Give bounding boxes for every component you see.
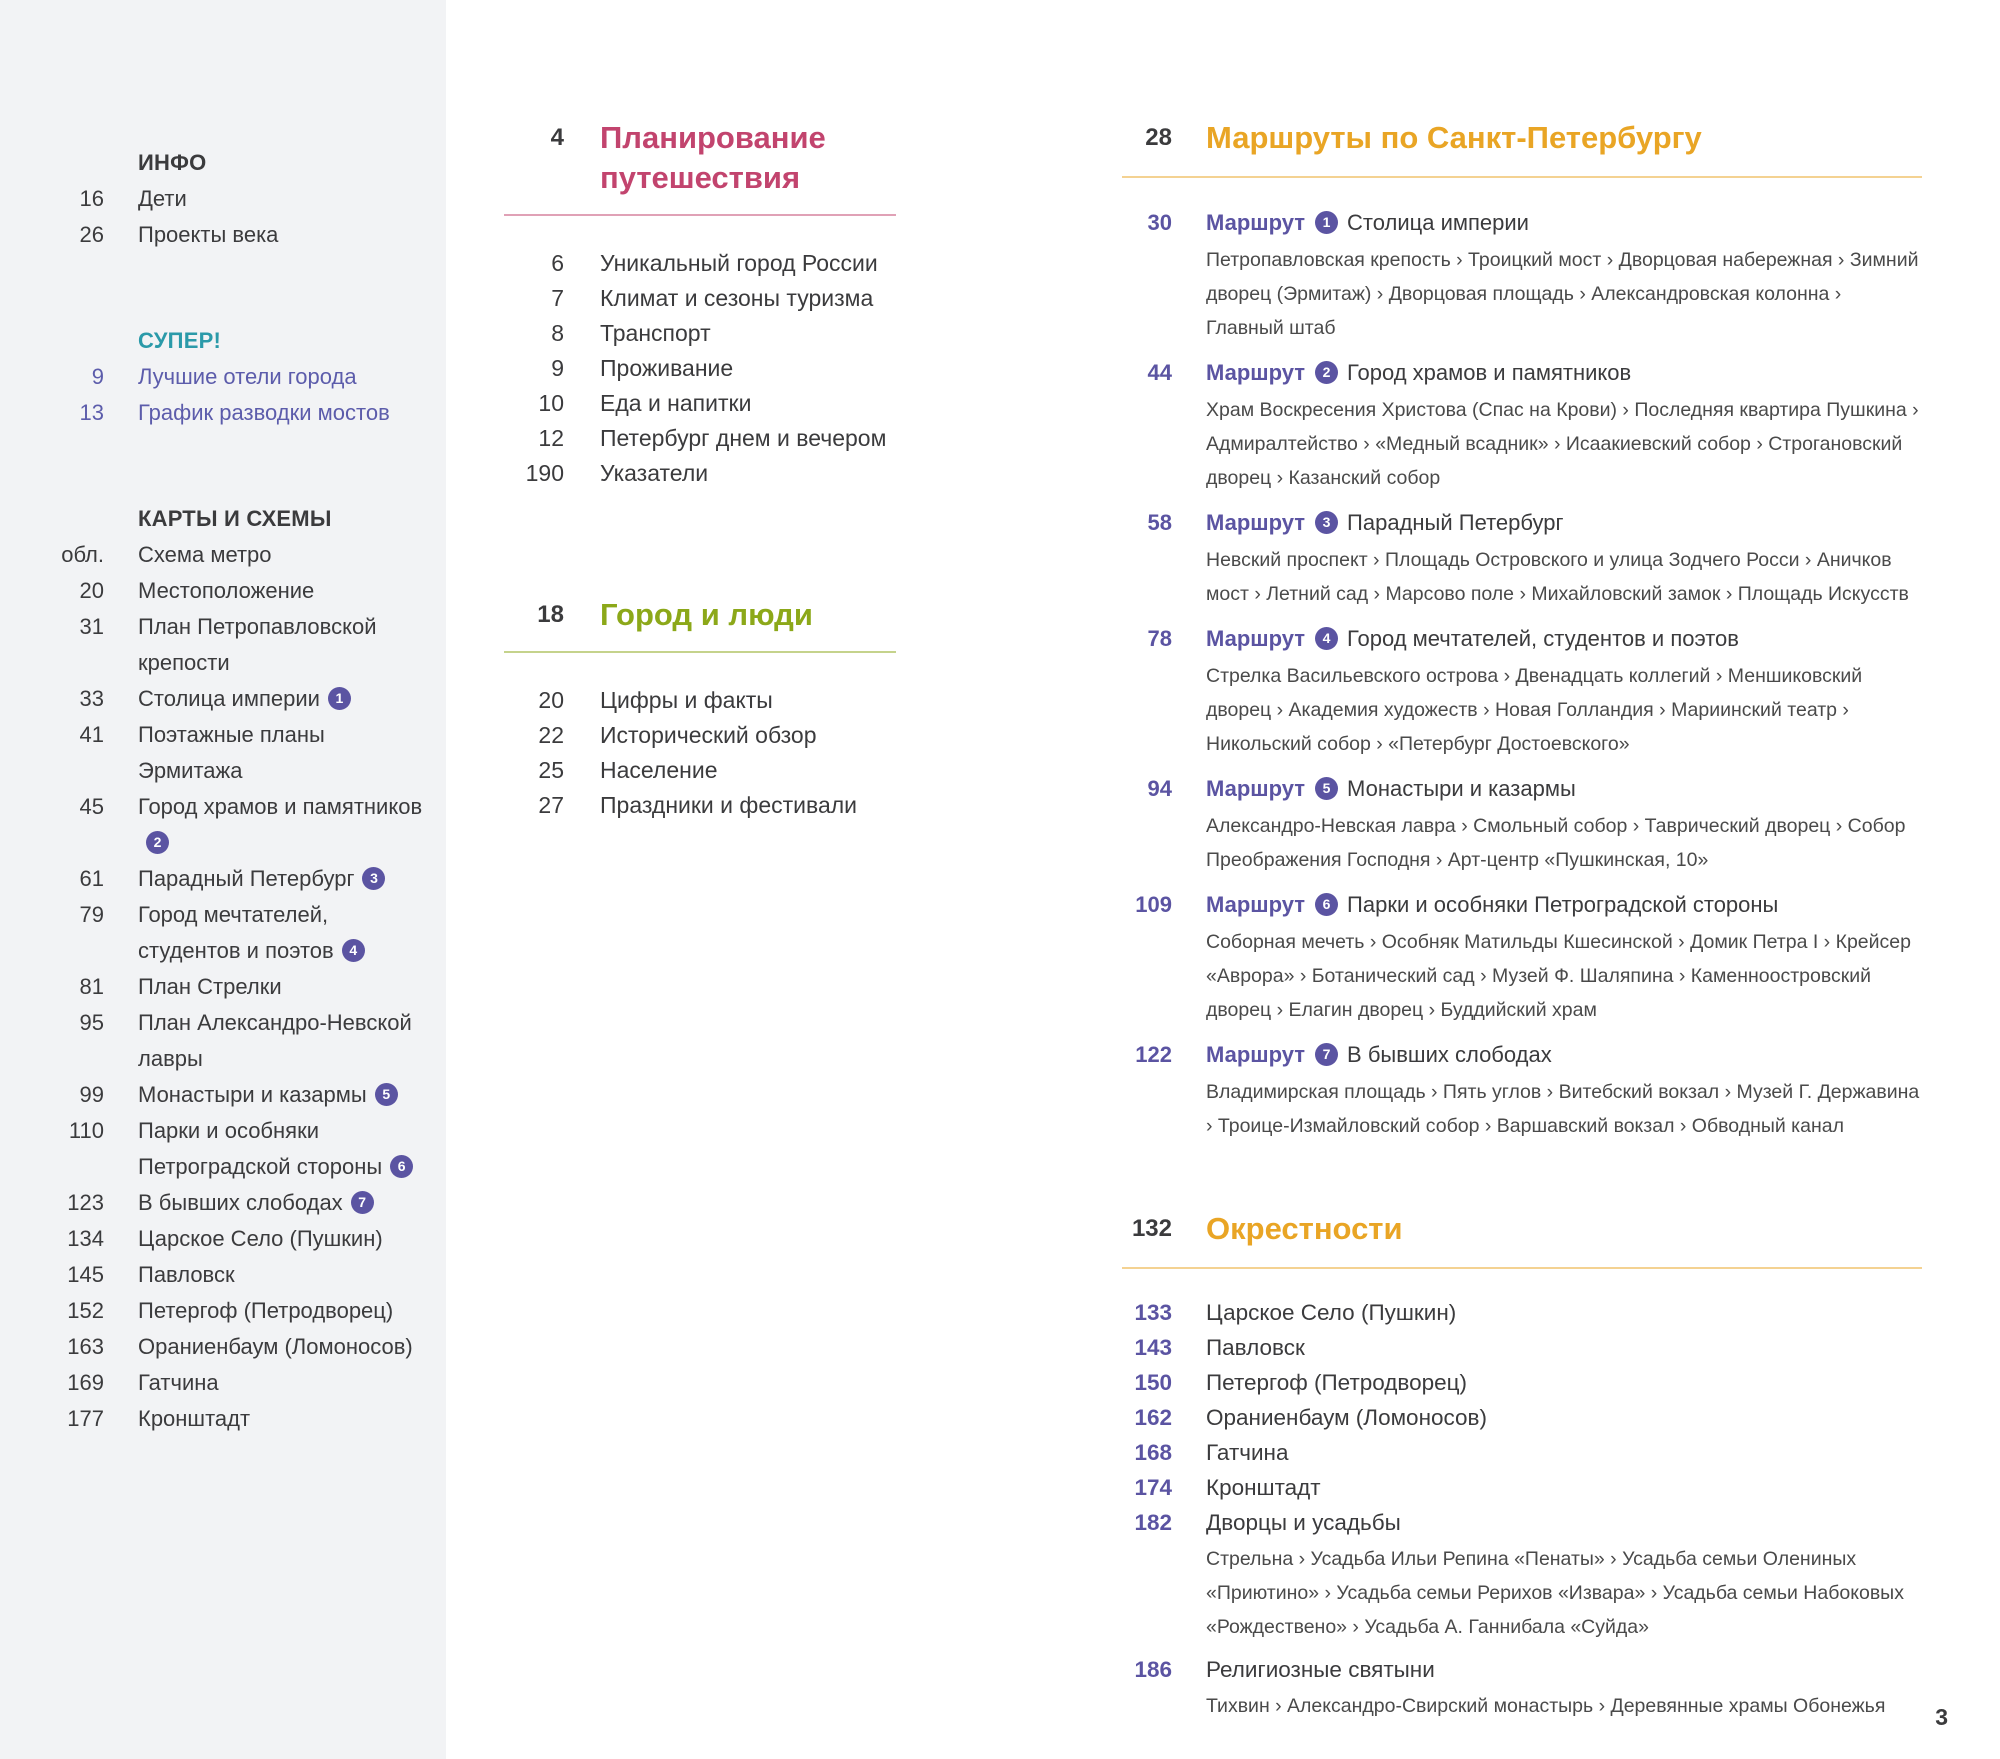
route-title: Город храмов и памятников <box>1347 360 1632 385</box>
sidebar-section <box>0 323 426 431</box>
toc-item-page: 110 <box>68 1118 104 1143</box>
toc-item-page: 41 <box>79 722 104 747</box>
toc-item-label: Поэтажные планы Эрмитажа <box>138 722 325 783</box>
toc-item <box>1122 1330 1922 1365</box>
toc-item-page: 145 <box>67 1262 104 1287</box>
toc-item <box>0 395 426 431</box>
section-header <box>504 595 896 635</box>
toc-item-label: Проекты века <box>138 222 279 247</box>
toc-item <box>504 386 896 421</box>
toc-item-page: 7 <box>551 285 564 311</box>
section-title: Планирование путешествия <box>600 120 826 195</box>
toc-item-label: Исторический обзор <box>600 722 817 748</box>
section-header <box>504 118 896 198</box>
route-header <box>1122 506 1922 540</box>
toc-item-label: Уникальный город России <box>600 250 878 276</box>
toc-item-page: 44 <box>1147 360 1172 385</box>
toc-item-label: Лучшие отели города <box>138 364 357 389</box>
toc-item-page: 169 <box>67 1370 104 1395</box>
sidebar-section-title: СУПЕР! <box>138 328 221 353</box>
route-stops: Владимирская площадь › Пять углов › Витебский вокзал › Музей Г. Державина › Троице-Измайловский собор › Варшавский вокзал › Обводный канал <box>1206 1081 1920 1137</box>
toc-item-page: 10 <box>538 390 564 416</box>
toc-section <box>504 118 896 491</box>
toc-item-page: 81 <box>79 974 104 999</box>
route-heading <box>1206 1038 1922 1072</box>
section-title: Окрестности <box>1206 1211 1403 1246</box>
route-entry <box>1122 206 1922 345</box>
toc-item <box>504 788 896 823</box>
toc-item-label: Ораниенбаум (Ломоносов) <box>138 1334 413 1359</box>
toc-item-page: 12 <box>538 425 564 451</box>
sidebar-toc <box>0 0 446 1759</box>
toc-item <box>504 753 896 788</box>
toc-item <box>0 897 426 969</box>
route-number-badge: 1 <box>328 687 351 710</box>
toc-item <box>504 456 896 491</box>
toc-item <box>1122 1470 1922 1505</box>
route-stops: Невский проспект › Площадь Островского и улица Зодчего Росси › Аничков мост › Летний сад › Марсово поле › Михайловский замок › Площадь Искусств <box>1206 549 1909 605</box>
toc-item-page: 162 <box>1134 1405 1172 1430</box>
route-number-badge: 7 <box>1315 1043 1338 1066</box>
toc-item-label: В бывших слободах 7 <box>138 1185 426 1221</box>
environs-stops: Тихвин › Александро-Свирский монастырь › Деревянные храмы Обонежья <box>1206 1695 1886 1717</box>
route-number-badge: 7 <box>351 1191 374 1214</box>
middle-column <box>504 118 896 823</box>
toc-item-label: План Петропавловской крепости <box>138 614 377 675</box>
toc-item <box>1122 1365 1922 1400</box>
route-number-badge: 1 <box>1315 211 1338 234</box>
toc-item-label: Транспорт <box>600 320 711 346</box>
toc-item-page: 27 <box>538 792 564 818</box>
toc-item <box>0 789 426 861</box>
route-number-badge: 2 <box>1315 361 1338 384</box>
toc-item-label: План Стрелки <box>138 974 282 999</box>
toc-item-page: 58 <box>1147 510 1172 535</box>
environs-list <box>1122 1295 1922 1723</box>
toc-item-label: Город храмов и памятников2 <box>138 789 426 861</box>
toc-item-page: 31 <box>79 614 104 639</box>
toc-item-label: Религиозные святыни <box>1206 1657 1435 1682</box>
route-header <box>1122 772 1922 806</box>
route-header <box>1122 888 1922 922</box>
toc-item-page: 134 <box>67 1226 104 1251</box>
toc-item-page: 163 <box>67 1334 104 1359</box>
toc-item-page: 9 <box>551 355 564 381</box>
toc-item <box>0 1257 426 1293</box>
toc-item-page: 109 <box>1135 892 1172 917</box>
toc-item-page: 13 <box>79 400 104 425</box>
toc-item <box>504 683 896 718</box>
toc-item-page: 16 <box>79 186 104 211</box>
sidebar-section-title: ИНФО <box>138 150 207 175</box>
toc-item-page: 152 <box>67 1298 104 1323</box>
route-entry <box>1122 772 1922 877</box>
toc-item-label: Петергоф (Петродворец) <box>138 1298 394 1323</box>
toc-item-page: 122 <box>1135 1042 1172 1067</box>
toc-item-page: 6 <box>551 250 564 276</box>
toc-item <box>0 217 426 253</box>
section-page-number: 132 <box>1131 1215 1172 1242</box>
toc-item-page: 79 <box>79 902 104 927</box>
toc-item <box>1122 1505 1922 1540</box>
toc-item-page: 25 <box>538 757 564 783</box>
toc-item-page: 95 <box>79 1010 104 1035</box>
toc-item-page: обл. <box>61 542 104 567</box>
toc-item-page: 61 <box>79 866 104 891</box>
toc-item-label: Дворцы и усадьбы <box>1206 1510 1401 1535</box>
toc-item-page: 186 <box>1134 1657 1172 1682</box>
route-word: Маршрут <box>1206 1042 1306 1067</box>
toc-item <box>0 681 426 717</box>
toc-item <box>0 609 426 681</box>
route-title: Город мечтателей, студентов и поэтов <box>1347 626 1739 651</box>
routes-list <box>1122 206 1922 1143</box>
section-rule <box>504 651 896 653</box>
route-stops: Соборная мечеть › Особняк Матильды Кшесинской › Домик Петра I › Крейсер «Аврора» › Ботанический сад › Музей Ф. Шаляпина › Каменноостровский дворец › Елагин дворец › Буддийский храм <box>1206 931 1911 1021</box>
toc-item-label: Указатели <box>600 460 709 486</box>
toc-item-page: 133 <box>1134 1300 1172 1325</box>
toc-item <box>0 1329 426 1365</box>
toc-item <box>0 1185 426 1221</box>
section-rule <box>504 214 896 216</box>
route-stops: Александро-Невская лавра › Смольный собор › Таврический дворец › Собор Преображения Господня › Арт-центр «Пушкинская, 10» <box>1206 815 1906 871</box>
route-number-badge: 5 <box>1315 777 1338 800</box>
toc-item-page: 174 <box>1134 1475 1172 1500</box>
toc-item-page: 78 <box>1147 626 1172 651</box>
section-items <box>504 246 896 491</box>
route-stops: Стрелка Васильевского острова › Двенадцать коллегий › Меншиковский дворец › Академия художеств › Новая Голландия › Мариинский театр › Никольский собор › «Петербург Достоевского» <box>1206 665 1863 755</box>
toc-item <box>504 246 896 281</box>
toc-item-page: 177 <box>67 1406 104 1431</box>
toc-item-label: Проживание <box>600 355 734 381</box>
toc-item <box>1122 1400 1922 1435</box>
toc-section <box>504 595 896 823</box>
section-rule <box>1122 176 1922 178</box>
toc-item-label: Дети <box>138 186 187 211</box>
route-number-badge: 6 <box>1315 893 1338 916</box>
toc-item-label: План Александро-Невской лавры <box>138 1010 412 1071</box>
toc-item-page: 8 <box>551 320 564 346</box>
toc-item <box>1122 1295 1922 1330</box>
route-title: Парадный Петербург <box>1347 510 1564 535</box>
route-heading <box>1206 506 1922 540</box>
toc-item-label: Праздники и фестивали <box>600 792 858 818</box>
toc-item-page: 30 <box>1147 210 1172 235</box>
toc-item-label: Парадный Петербург 3 <box>138 861 426 897</box>
right-column <box>1122 118 1922 1731</box>
route-title: В бывших слободах <box>1347 1042 1552 1067</box>
toc-item-label: Гатчина <box>1206 1440 1289 1465</box>
route-word: Маршрут <box>1206 510 1306 535</box>
environs-section <box>1122 1209 1922 1723</box>
route-heading <box>1206 206 1922 240</box>
section-header <box>1122 118 1922 158</box>
environs-stops: Стрельна › Усадьба Ильи Репина «Пенаты» › Усадьба семьи Олениных «Приютино» › Усадьба семьи Рерихов «Извара» › Усадьба семьи Набоковых «Рождествено» › Усадьба А. Ганнибала «Суйда» <box>1206 1548 1904 1638</box>
route-number-badge: 3 <box>1315 511 1338 534</box>
toc-item-label: Монастыри и казармы 5 <box>138 1077 426 1113</box>
route-header <box>1122 622 1922 656</box>
toc-item-page: 182 <box>1134 1510 1172 1535</box>
section-header <box>1122 1209 1922 1249</box>
toc-item <box>0 717 426 789</box>
toc-item-page: 20 <box>79 578 104 603</box>
toc-item-label: Еда и напитки <box>600 390 752 416</box>
route-stops: Петропавловская крепость › Троицкий мост › Дворцовая набережная › Зимний дворец (Эрмитаж) › Дворцовая площадь › Александровская колонна › Главный штаб <box>1206 249 1919 339</box>
route-entry <box>1122 1038 1922 1143</box>
route-word: Маршрут <box>1206 360 1306 385</box>
toc-item-page: 33 <box>79 686 104 711</box>
sidebar-section <box>0 145 426 253</box>
toc-item <box>0 1401 426 1437</box>
toc-item-page: 143 <box>1134 1335 1172 1360</box>
toc-item <box>0 1293 426 1329</box>
toc-item <box>0 1113 426 1185</box>
page-number: 3 <box>1935 1704 1948 1730</box>
route-header <box>1122 1038 1922 1072</box>
toc-item <box>0 359 426 395</box>
toc-item-page: 190 <box>525 460 564 486</box>
toc-item <box>0 1221 426 1257</box>
route-number-badge: 5 <box>375 1083 398 1106</box>
route-entry <box>1122 506 1922 611</box>
sidebar-section-header-num <box>0 145 104 181</box>
route-header <box>1122 206 1922 240</box>
route-word: Маршрут <box>1206 892 1306 917</box>
route-number-badge: 2 <box>146 831 169 854</box>
toc-item-page: 150 <box>1134 1370 1172 1395</box>
section-title: Маршруты по Санкт-Петербургу <box>1206 120 1702 155</box>
route-number-badge: 4 <box>342 939 365 962</box>
route-entry <box>1122 888 1922 1027</box>
route-number-badge: 3 <box>362 867 385 890</box>
toc-item-page: 45 <box>79 794 104 819</box>
route-entry <box>1122 622 1922 761</box>
toc-item-page: 94 <box>1147 776 1172 801</box>
toc-item-label: Петергоф (Петродворец) <box>1206 1370 1468 1395</box>
route-stops: Храм Воскресения Христова (Спас на Крови) › Последняя квартира Пушкина › Адмиралтейство › «Медный всадник» › Исаакиевский собор › Строгановский дворец › Казанский собор <box>1206 399 1919 489</box>
route-heading <box>1206 622 1922 656</box>
toc-item-page: 9 <box>91 364 104 389</box>
toc-item-label: Павловск <box>1206 1335 1305 1360</box>
section-page-number: 18 <box>537 601 564 628</box>
toc-item-label: Парки и особняки Петроградской стороны 6 <box>138 1113 426 1185</box>
toc-item <box>0 573 426 609</box>
toc-item <box>0 537 426 573</box>
toc-item-label: Царское Село (Пушкин) <box>1206 1300 1457 1325</box>
toc-item-page: 20 <box>538 687 564 713</box>
route-title: Монастыри и казармы <box>1347 776 1576 801</box>
toc-item <box>0 861 426 897</box>
route-heading <box>1206 772 1922 806</box>
sidebar-section-header-num <box>0 501 104 537</box>
toc-item <box>0 969 426 1005</box>
toc-item-label: Кронштадт <box>138 1406 251 1431</box>
toc-item-page: 22 <box>538 722 564 748</box>
toc-item <box>504 718 896 753</box>
route-heading <box>1206 888 1922 922</box>
route-number-badge: 6 <box>390 1155 413 1178</box>
route-title: Столица империи <box>1347 210 1529 235</box>
toc-item-page: 168 <box>1134 1440 1172 1465</box>
sidebar-section-header <box>0 323 426 359</box>
toc-item <box>504 421 896 456</box>
toc-item-label: Схема метро <box>138 542 272 567</box>
route-word: Маршрут <box>1206 776 1306 801</box>
toc-item-page: 26 <box>79 222 104 247</box>
toc-item-label: Павловск <box>138 1262 235 1287</box>
toc-item <box>504 316 896 351</box>
toc-item-label: Ораниенбаум (Ломоносов) <box>1206 1405 1487 1430</box>
sidebar-section-title: КАРТЫ И СХЕМЫ <box>138 506 332 531</box>
toc-item <box>0 1005 426 1077</box>
section-page-number: 4 <box>550 124 564 151</box>
route-entry <box>1122 356 1922 495</box>
route-header <box>1122 356 1922 390</box>
toc-item <box>0 181 426 217</box>
toc-item-label: Царское Село (Пушкин) <box>138 1226 383 1251</box>
toc-item-label: Петербург днем и вечером <box>600 425 887 451</box>
toc-item-label: Гатчина <box>138 1370 219 1395</box>
toc-item <box>0 1365 426 1401</box>
sidebar-section-header-num <box>0 323 104 359</box>
toc-item-page: 123 <box>67 1190 104 1215</box>
routes-section <box>1122 118 1922 1143</box>
toc-item-label: Климат и сезоны туризма <box>600 285 874 311</box>
toc-item <box>1122 1435 1922 1470</box>
toc-item <box>0 1077 426 1113</box>
route-heading <box>1206 356 1922 390</box>
toc-item <box>1122 1652 1922 1687</box>
toc-item-label: Столица империи 1 <box>138 681 426 717</box>
toc-item-page: 99 <box>79 1082 104 1107</box>
route-number-badge: 4 <box>1315 627 1338 650</box>
section-items <box>504 683 896 823</box>
route-title: Парки и особняки Петроградской стороны <box>1347 892 1779 917</box>
toc-item-label: Кронштадт <box>1206 1475 1321 1500</box>
toc-item-label: Местоположение <box>138 578 315 603</box>
sidebar-section <box>0 501 426 1437</box>
section-title: Город и люди <box>600 597 813 632</box>
toc-item-label: Цифры и факты <box>600 687 773 713</box>
toc-item <box>504 351 896 386</box>
sidebar-section-header <box>0 145 426 181</box>
toc-item-label: Население <box>600 757 718 783</box>
sidebar-section-header <box>0 501 426 537</box>
toc-item-label: Город мечтателей, студентов и поэтов 4 <box>138 897 426 969</box>
section-rule <box>1122 1267 1922 1269</box>
toc-item-label: График разводки мостов <box>138 400 390 425</box>
toc-item <box>504 281 896 316</box>
route-word: Маршрут <box>1206 210 1306 235</box>
route-word: Маршрут <box>1206 626 1306 651</box>
section-page-number: 28 <box>1145 124 1172 151</box>
